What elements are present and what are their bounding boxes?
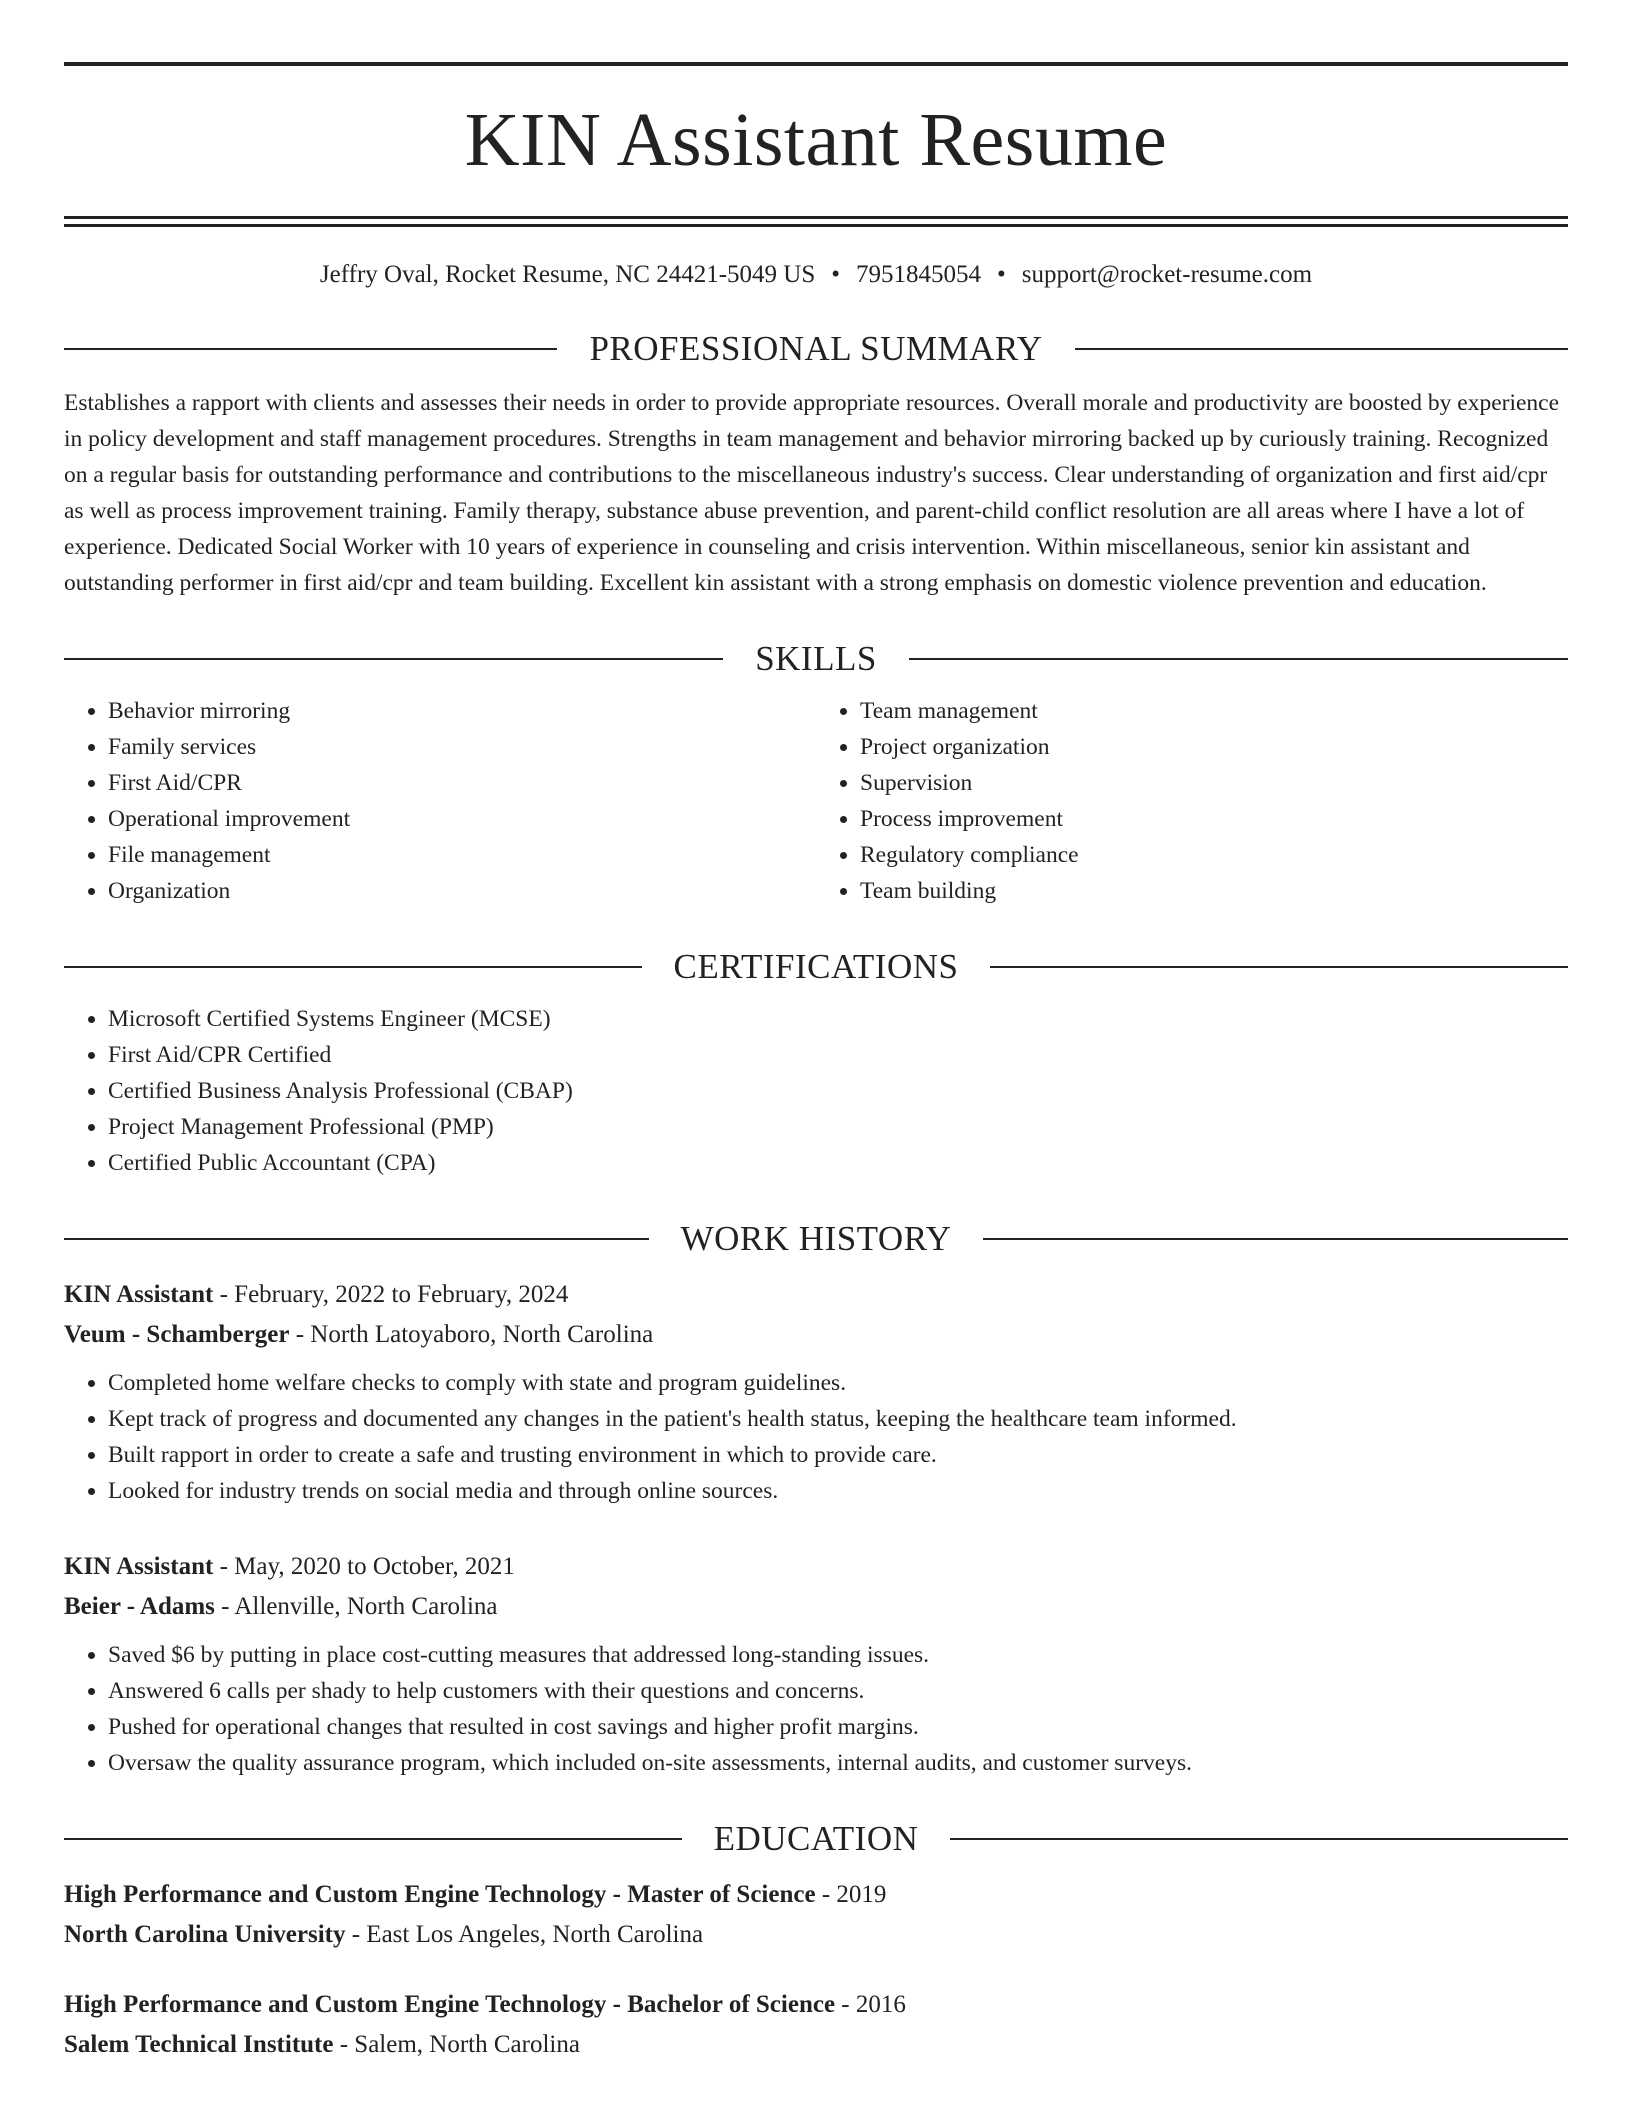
heading-rule xyxy=(990,966,1568,968)
job-company-line xyxy=(64,1315,1568,1355)
certifications-list xyxy=(64,1001,1568,1181)
education-school-line xyxy=(64,1915,1568,1955)
certification-item: • Microsoft Certified Systems Engineer (MCSE) xyxy=(108,1001,1568,1037)
contact-email: support@rocket-resume.com xyxy=(1021,261,1313,288)
section-title: EDUCATION xyxy=(713,1819,919,1858)
education-school-line xyxy=(64,2025,1568,2065)
education-entry xyxy=(64,1985,1568,2065)
section-title: SKILLS xyxy=(755,639,877,678)
job-bullet: • Looked for industry trends on social media and through online sources. xyxy=(108,1473,1568,1509)
job-bullet: • Saved $6 by putting in place cost-cutting measures that addressed long-standing issues. xyxy=(108,1637,1568,1673)
certification-item: • First Aid/CPR Certified xyxy=(108,1037,1568,1073)
skills-column-left xyxy=(64,693,816,909)
title-double-rule xyxy=(64,216,1568,227)
skills-column-right xyxy=(816,693,1568,909)
job-entry xyxy=(64,1547,1568,1781)
education-degree-line xyxy=(64,1875,1568,1915)
skills-columns xyxy=(64,693,1568,909)
job-title-line xyxy=(64,1547,1568,1587)
education-year: - 2019 xyxy=(815,1881,887,1908)
job-dates: - May, 2020 to October, 2021 xyxy=(213,1553,515,1580)
top-rule xyxy=(64,62,1568,66)
certification-item: • Project Management Professional (PMP) xyxy=(108,1109,1568,1145)
section-title: CERTIFICATIONS xyxy=(673,947,959,986)
heading-rule xyxy=(64,1838,682,1840)
job-bullet: • Built rapport in order to create a safe and trusting environment in which to provide care. xyxy=(108,1437,1568,1473)
job-bullet: • Answered 6 calls per shady to help customers with their questions and concerns. xyxy=(108,1673,1568,1709)
resume-title: KIN Assistant Resume xyxy=(464,98,1168,182)
job-location: - North Latoyaboro, North Carolina xyxy=(289,1321,654,1348)
section-heading-education xyxy=(64,1817,1568,1861)
skills-list xyxy=(816,693,1568,909)
skill-item: • Regulatory compliance xyxy=(860,837,1568,873)
job-company: Veum - Schamberger xyxy=(64,1321,290,1348)
skill-item: • Supervision xyxy=(860,765,1568,801)
job-dates: - February, 2022 to February, 2024 xyxy=(213,1281,569,1308)
job-title-line xyxy=(64,1275,1568,1315)
heading-rule xyxy=(64,1238,649,1240)
education-degree: High Performance and Custom Engine Technology - Master of Science xyxy=(64,1881,816,1908)
job-company: Beier - Adams xyxy=(64,1593,215,1620)
job-company-line xyxy=(64,1587,1568,1627)
job-bullets xyxy=(64,1637,1568,1781)
skill-item: • File management xyxy=(108,837,816,873)
certification-item: • Certified Public Accountant (CPA) xyxy=(108,1145,1568,1181)
education-school: Salem Technical Institute xyxy=(64,2031,334,2058)
education-degree-line xyxy=(64,1985,1568,2025)
contact-phone: 7951845054 xyxy=(856,261,981,288)
skill-item: • Organization xyxy=(108,873,816,909)
section-heading-certifications xyxy=(64,945,1568,989)
heading-rule xyxy=(64,966,642,968)
job-bullet: • Completed home welfare checks to comply with state and program guidelines. xyxy=(108,1365,1568,1401)
contact-address: Jeffry Oval, Rocket Resume, NC 24421-5049 US xyxy=(319,261,816,288)
education-school: North Carolina University xyxy=(64,1921,346,1948)
section-heading-summary xyxy=(64,327,1568,371)
skill-item: • Team building xyxy=(860,873,1568,909)
heading-rule xyxy=(950,1838,1568,1840)
heading-rule xyxy=(909,658,1568,660)
contact-line xyxy=(64,259,1568,291)
job-entry xyxy=(64,1275,1568,1509)
job-title: KIN Assistant xyxy=(64,1553,214,1580)
job-title: KIN Assistant xyxy=(64,1281,214,1308)
education-location: - East Los Angeles, North Carolina xyxy=(345,1921,704,1948)
job-bullet: • Oversaw the quality assurance program, which included on-site assessments, internal audits, and customer surveys. xyxy=(108,1745,1568,1781)
education-year: - 2016 xyxy=(835,1991,906,2018)
skill-item: • First Aid/CPR xyxy=(108,765,816,801)
contact-separator: • xyxy=(997,261,1006,288)
summary-paragraph: Establishes a rapport with clients and assesses their needs in order to provide appropriate resources. Overall morale and productivity are boosted by experience in policy development and staff management procedures. Strengths in team management and behavior mirroring backed up by curiously training. Recognized on a regular basis for outstanding performance and contributions to the miscellaneous industry's success. Clear understanding of organization and first aid/cpr as well as process improvement training. Family therapy, substance abuse prevention, and parent-child conflict resolution are all areas where I have a lot of experience. Dedicated Social Worker with 10 years of experience in counseling and crisis intervention. Within miscellaneous, senior kin assistant and outstanding performer in first aid/cpr and team building. Excellent kin assistant with a strong emphasis on domestic violence prevention and education. xyxy=(64,390,1560,596)
resume-page xyxy=(64,0,1568,2065)
heading-rule xyxy=(1075,348,1568,350)
section-heading-skills xyxy=(64,637,1568,681)
heading-rule xyxy=(64,658,723,660)
contact-separator: • xyxy=(831,261,840,288)
skill-item: • Behavior mirroring xyxy=(108,693,816,729)
skill-item: • Project organization xyxy=(860,729,1568,765)
job-bullet: • Pushed for operational changes that resulted in cost savings and higher profit margins. xyxy=(108,1709,1568,1745)
heading-rule xyxy=(64,348,557,350)
section-title: PROFESSIONAL SUMMARY xyxy=(589,329,1043,368)
section-title: WORK HISTORY xyxy=(680,1219,952,1258)
skill-item: • Operational improvement xyxy=(108,801,816,837)
education-degree: High Performance and Custom Engine Technology - Bachelor of Science xyxy=(64,1991,836,2018)
skill-item: • Family services xyxy=(108,729,816,765)
heading-rule xyxy=(983,1238,1568,1240)
skill-item: • Team management xyxy=(860,693,1568,729)
skill-item: • Process improvement xyxy=(860,801,1568,837)
education-location: - Salem, North Carolina xyxy=(333,2031,580,2058)
job-bullets xyxy=(64,1365,1568,1509)
job-location: - Allenville, North Carolina xyxy=(214,1593,498,1620)
section-heading-work-history xyxy=(64,1217,1568,1261)
job-bullet: • Kept track of progress and documented any changes in the patient's health status, keeping the healthcare team informed. xyxy=(108,1401,1568,1437)
education-entry xyxy=(64,1875,1568,1955)
certification-item: • Certified Business Analysis Professional (CBAP) xyxy=(108,1073,1568,1109)
skills-list xyxy=(64,693,816,909)
